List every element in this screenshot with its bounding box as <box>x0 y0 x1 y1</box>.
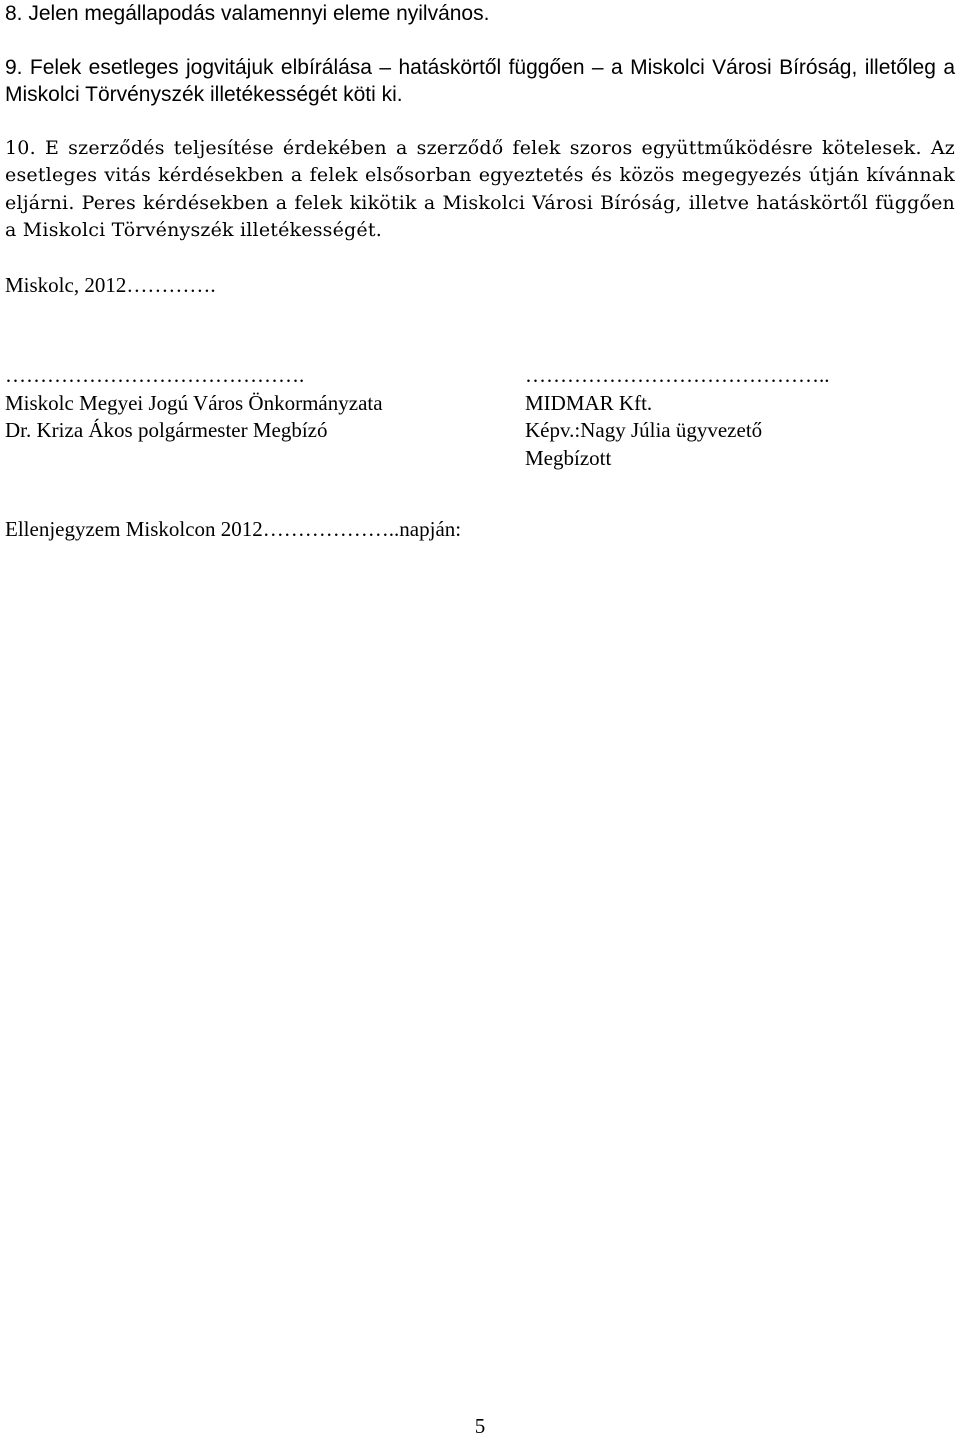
clause-10: 10. E szerződés teljesítése érdekében a szerződő felek szoros együttműködésre kötelesek. Az esetleges vitás kérdésekben a felek elsősorban egyeztetés és közös megegyezés útján kívánnak eljárni. Peres kérdésekben a felek kikötik a Miskolci Városi Bíróság, illetve hatáskörtől függően a Miskolci Törvényszék illetékességét. <box>5 137 955 241</box>
countersign-line: Ellenjegyzem Miskolcon 2012………………..napján: <box>5 517 462 541</box>
signatory-representative-right: Képv.:Nagy Júlia ügyvezető <box>525 418 763 442</box>
signature-line-left: ……………………………………. <box>5 363 305 387</box>
signatory-role-right: Megbízott <box>525 445 612 470</box>
signature-line-right: …………………………………….. <box>525 363 830 387</box>
signature-block-right <box>525 362 830 472</box>
signatory-org-right: MIDMAR Kft. <box>525 390 653 415</box>
signature-block-left <box>5 362 383 445</box>
place-date: Miskolc, 2012…………. <box>5 273 216 297</box>
clause-8: 8. Jelen megállapodás valamennyi eleme nyilvános. <box>5 2 490 25</box>
clause-9: 9. Felek esetleges jogvitájuk elbírálása – hatáskörtől függően – a Miskolci Városi Bíróság, illetőleg a Miskolci Törvényszék illetékességét köti ki. <box>5 56 955 107</box>
page-number: 5 <box>474 1414 486 1438</box>
signatory-org-left: Miskolc Megyei Jogú Város Önkormányzata <box>5 390 383 415</box>
signatory-representative-left: Dr. Kriza Ákos polgármester Megbízó <box>5 418 328 442</box>
